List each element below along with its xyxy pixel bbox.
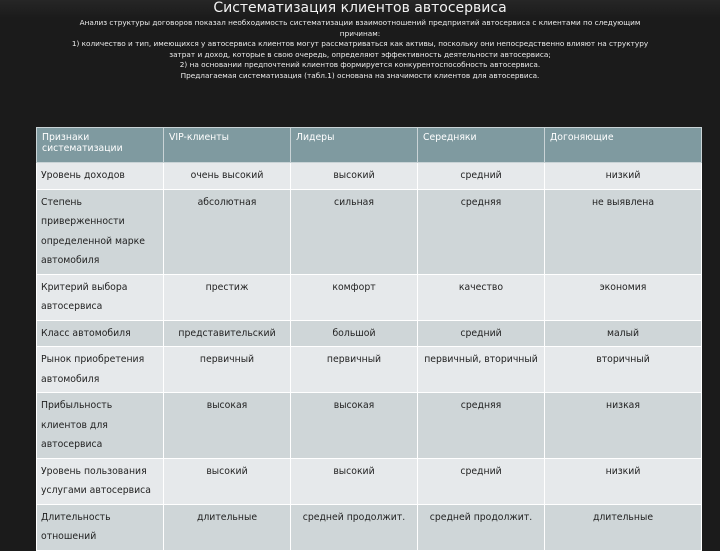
cell-middle: качество xyxy=(418,274,545,320)
intro-line: 2) на основании предпочтений клиентов формируется конкурентоспособность автосервиса. xyxy=(179,60,541,70)
cell-catching-up: экономия xyxy=(545,274,702,320)
cell-vip: очень высокий xyxy=(164,163,291,190)
intro-line: Анализ структуры договоров показал необходимость систематизации взаимоотношений предприятий автосервиса с клиентами по следующим xyxy=(79,18,641,27)
cell-middle: средний xyxy=(418,458,545,504)
cell-leaders: сильная xyxy=(291,189,418,274)
intro-text xyxy=(20,18,700,82)
cell-middle: первичный, вторичный xyxy=(418,347,545,393)
cell-catching-up: не выявлена xyxy=(545,189,702,274)
header-catching-up: Догоняющие xyxy=(545,128,702,163)
cell-catching-up: низкая xyxy=(545,393,702,459)
header-middle: Середняки xyxy=(418,128,545,163)
classification-table xyxy=(36,127,702,551)
cell-vip: высокая xyxy=(164,393,291,459)
cell-middle: средняя xyxy=(418,393,545,459)
cell-leaders: средней продолжит. xyxy=(291,504,418,550)
row-criterion: Рынок приобретения автомобиля xyxy=(37,347,164,393)
table-row xyxy=(37,393,702,459)
slide-title: Систематизация клиентов автосервиса xyxy=(0,0,720,18)
table-row xyxy=(37,189,702,274)
header-vip: VIP-клиенты xyxy=(164,128,291,163)
cell-vip: престиж xyxy=(164,274,291,320)
cell-leaders: комфорт xyxy=(291,274,418,320)
row-criterion: Прибыльность клиентов для автосервиса xyxy=(37,393,164,459)
cell-catching-up: низкий xyxy=(545,163,702,190)
cell-middle: средний xyxy=(418,320,545,347)
intro-line: причинам: xyxy=(339,28,381,38)
row-criterion: Длительность отношений xyxy=(37,504,164,550)
cell-leaders: большой xyxy=(291,320,418,347)
table-row xyxy=(37,347,702,393)
table-row xyxy=(37,458,702,504)
table-row xyxy=(37,504,702,550)
row-criterion: Степень приверженности определенной марке автомобиля xyxy=(37,189,164,274)
cell-leaders: высокий xyxy=(291,163,418,190)
cell-leaders: высокий xyxy=(291,458,418,504)
cell-catching-up: вторичный xyxy=(545,347,702,393)
table-row xyxy=(37,163,702,190)
cell-middle: средней продолжит. xyxy=(418,504,545,550)
header-leaders: Лидеры xyxy=(291,128,418,163)
cell-catching-up: длительные xyxy=(545,504,702,550)
row-criterion: Критерий выбора автосервиса xyxy=(37,274,164,320)
cell-vip: представительский xyxy=(164,320,291,347)
table-row xyxy=(37,320,702,347)
intro-line: 1) количество и тип, имеющихся у автосервиса клиентов могут рассматриваться как активы, поскольку они непосредственно влияют на структуру xyxy=(71,39,649,49)
cell-leaders: высокая xyxy=(291,393,418,459)
cell-vip: абсолютная xyxy=(164,189,291,274)
cell-leaders: первичный xyxy=(291,347,418,393)
row-criterion: Уровень доходов xyxy=(37,163,164,190)
table-row xyxy=(37,274,702,320)
table-header-row xyxy=(37,128,702,163)
intro-line: затрат и доход, которые в свою очередь, определяют эффективность деятельности автосервиса; xyxy=(169,49,551,59)
cell-catching-up: малый xyxy=(545,320,702,347)
cell-vip: первичный xyxy=(164,347,291,393)
row-criterion: Уровень пользования услугами автосервиса xyxy=(37,458,164,504)
cell-middle: средняя xyxy=(418,189,545,274)
cell-middle: средний xyxy=(418,163,545,190)
header-criteria: Признаки систематизации xyxy=(37,128,164,163)
intro-line: Предлагаемая систематизация (табл.1) основана на значимости клиентов для автосервиса. xyxy=(180,70,540,80)
cell-catching-up: низкий xyxy=(545,458,702,504)
row-criterion: Класс автомобиля xyxy=(37,320,164,347)
cell-vip: длительные xyxy=(164,504,291,550)
cell-vip: высокий xyxy=(164,458,291,504)
